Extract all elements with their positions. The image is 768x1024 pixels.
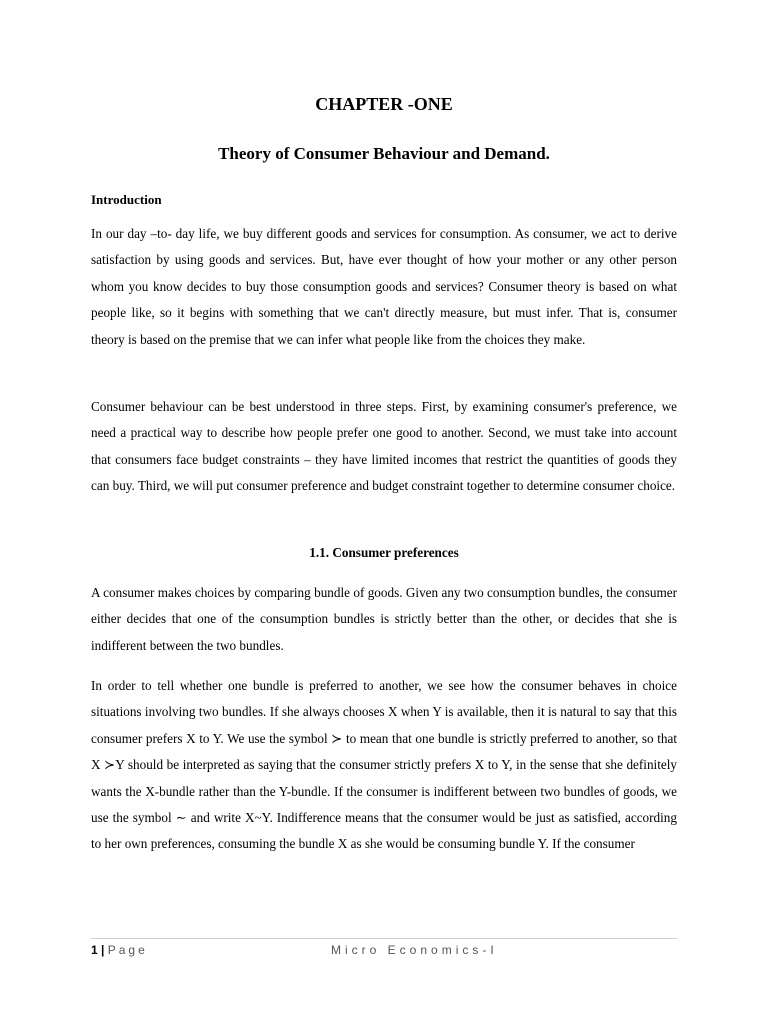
page-number: 1 — [91, 943, 98, 957]
page-label: Page — [107, 943, 148, 957]
introduction-paragraph-1: In our day –to- day life, we buy different goods and services for consumption. As consumer, we act to derive satisfaction by using goods and services. But, have ever thought of how your mother or any other person whom you know decides to buy those consumption goods and services? Consumer theory is based on what people like, so it begins with something that we can't directly measure, but must infer. That is, consumer theory is based on the premise that we can infer what people like from the choices they make. — [91, 226, 677, 347]
preferences-paragraph-2: In order to tell whether one bundle is preferred to another, we see how the consumer behaves in choice situations involving two bundles. If she always chooses X when Y is available, then it is natural to say that this consumer prefers X to Y. We use the symbol ≻ to mean that one bundle is strictly preferred to another, so that X ≻Y should be interpreted as saying that the consumer strictly prefers X to Y, in the sense that she definitely wants the X-bundle rather than the Y-bundle. If the consumer is indifferent between two bundles of goods, we use the symbol ∼ and write X~Y. Indifference means that the consumer would be just as satisfied, according to her own preferences, consuming the bundle X as she would be consuming bundle Y. If the consumer — [91, 678, 677, 852]
section-heading-consumer-preferences: 1.1. Consumer preferences — [309, 545, 459, 560]
page-footer — [91, 943, 677, 957]
introduction-heading: Introduction — [91, 192, 162, 207]
document-title: Theory of Consumer Behaviour and Demand. — [218, 144, 550, 163]
introduction-paragraph-2: Consumer behaviour can be best understood in three steps. First, by examining consumer's preference, we need a practical way to describe how people prefer one good to another. Second, we must take into account that consumers face budget constraints – they have limited incomes that restrict the quantities of goods they can buy. Third, we will put consumer preference and budget constraint together to determine consumer choice. — [91, 399, 677, 494]
preferences-paragraph-1: A consumer makes choices by comparing bundle of goods. Given any two consumption bundles, the consumer either decides that one of the consumption bundles is strictly better than the other, or decides that she is indifferent between the two bundles. — [91, 585, 677, 653]
chapter-title: CHAPTER -ONE — [315, 94, 453, 114]
footer-separator: | — [97, 943, 108, 957]
course-name: Micro Economics-I — [331, 943, 498, 957]
footer-divider — [91, 938, 677, 939]
